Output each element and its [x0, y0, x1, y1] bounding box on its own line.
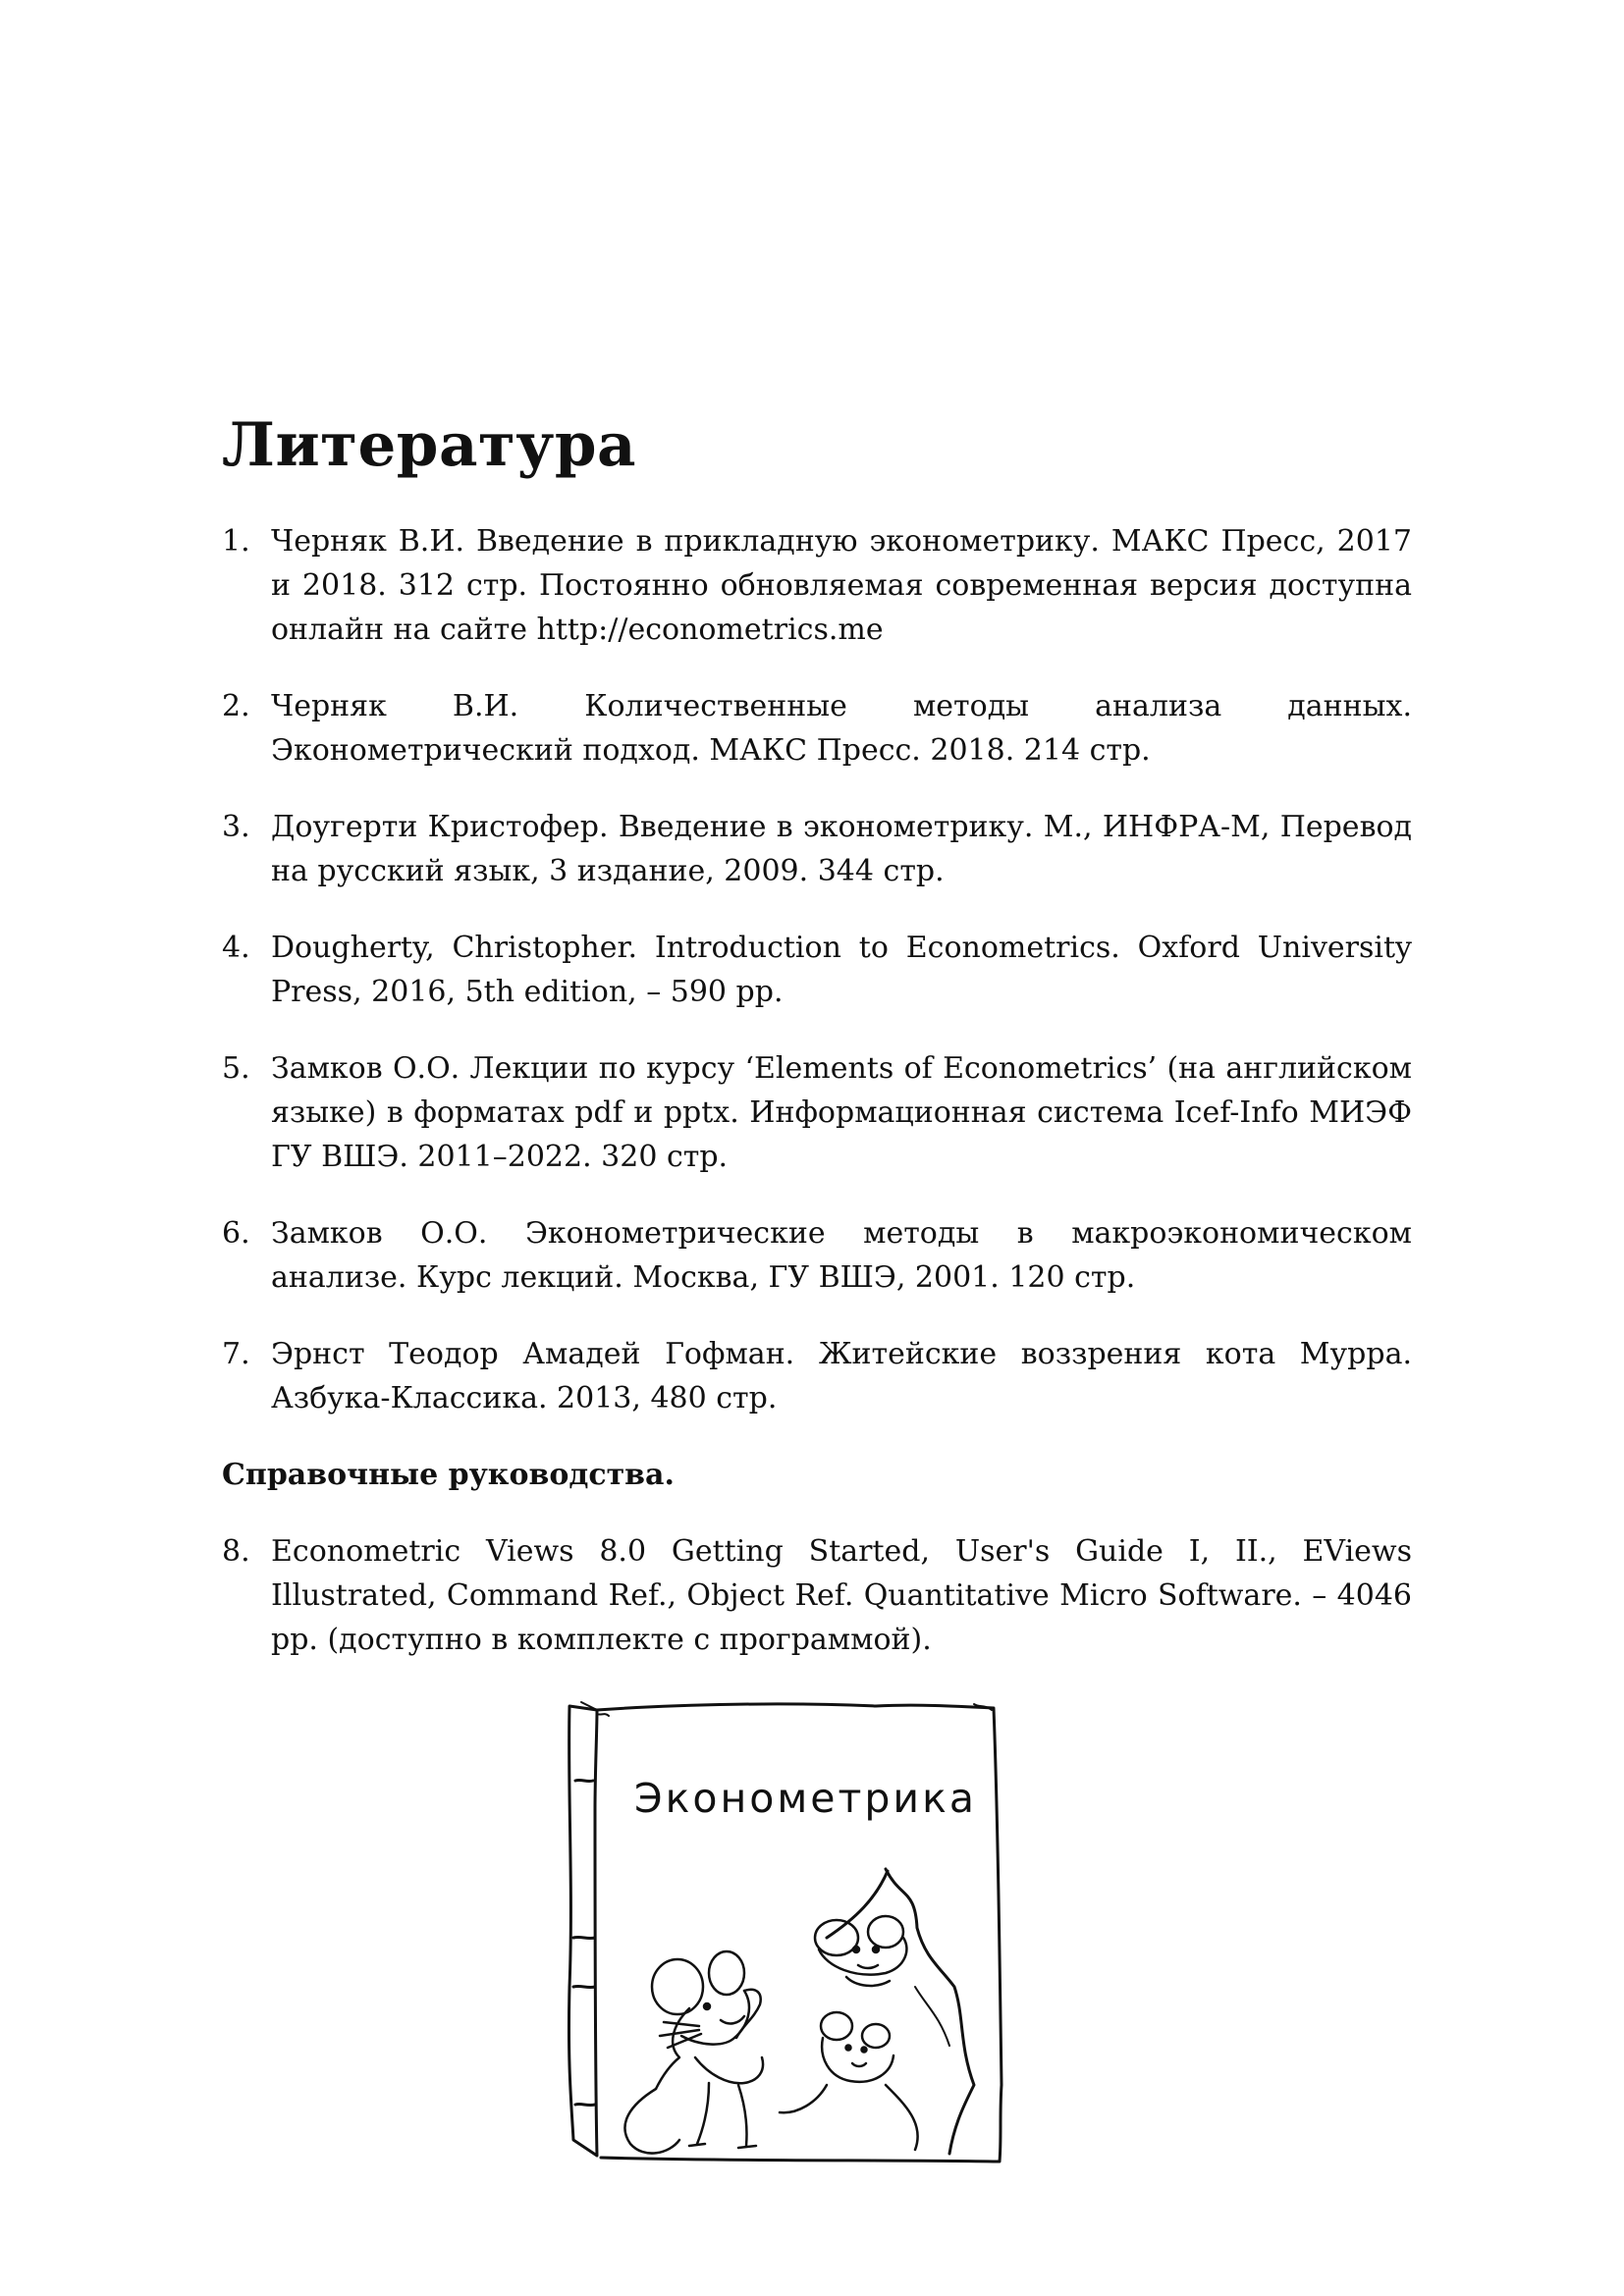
reference-item [222, 684, 1412, 773]
page-content [222, 412, 1412, 1694]
cover-hole [886, 1869, 974, 2154]
reference-item [222, 926, 1412, 1014]
book-drawing [562, 1692, 1013, 2183]
reference-text: Черняк В.И. Введение в прикладную эконометрику. МАКС Пресс, 2017 и 2018. 312 стр. Постоянно обновляемая современная версия доступна онлайн на сайте http://econometrics.me [271, 524, 1412, 648]
reference-text: Замков О.О. Эконометрические методы в макроэкономическом анализе. Курс лекций. Москва, ГУ ВШЭ, 2001. 120 стр. [271, 1216, 1412, 1296]
reference-number: 2. [222, 689, 250, 724]
guides-list [222, 1529, 1412, 1662]
reference-item [222, 519, 1412, 652]
reference-text: Замков О.О. Лекции по курсу ‘Elements of Econometrics’ (на английском языке) в форматах pdf и pptx. Информационная система Icef-Info МИЭФ ГУ ВШЭ. 2011–2022. 320 стр. [271, 1051, 1412, 1175]
reference-text: Econometric Views 8.0 Getting Started, User's Guide I, II., EViews Illustrated, Command Ref., Object Ref. Quantitative Micro Software. – 4046 pp. (доступно в комплекте с программой). [271, 1534, 1412, 1658]
reference-text: Dougherty, Christopher. Introduction to Econometrics. Oxford University Press, 2016, 5th edition, – 590 pp. [271, 931, 1412, 1010]
reference-text: Черняк В.И. Количественные методы анализа данных. Эконометрический подход. МАКС Пресс. 2018. 214 стр. [271, 689, 1412, 769]
reference-number: 6. [222, 1216, 250, 1252]
guides-heading: Справочные руководства. [222, 1458, 675, 1493]
reference-text: Эрнст Теодор Амадей Гофман. Житейские воззрения кота Мурра. Азбука-Классика. 2013, 480 стр. [271, 1337, 1412, 1416]
book-title: Эконометрика [634, 1775, 977, 1822]
page-title: Литература [222, 410, 636, 480]
book-illustration [562, 1692, 1013, 2183]
book-cover [597, 1704, 1001, 2162]
reference-item [222, 1529, 1412, 1662]
reference-number: 7. [222, 1337, 250, 1372]
book-spine [568, 1706, 597, 2156]
reference-item [222, 1046, 1412, 1179]
reference-number: 3. [222, 810, 250, 845]
reference-number: 1. [222, 524, 250, 560]
reference-number: 5. [222, 1051, 250, 1087]
reference-item [222, 1211, 1412, 1300]
reference-item [222, 1332, 1412, 1420]
reference-text: Доугерти Кристофер. Введение в эконометрику. М., ИНФРА-М, Перевод на русский язык, 3 издание, 2009. 344 стр. [271, 810, 1412, 889]
reference-number: 4. [222, 931, 250, 966]
reference-list [222, 519, 1412, 1420]
mice-drawing [624, 1916, 917, 2154]
reference-item [222, 805, 1412, 893]
reference-number: 8. [222, 1534, 250, 1570]
